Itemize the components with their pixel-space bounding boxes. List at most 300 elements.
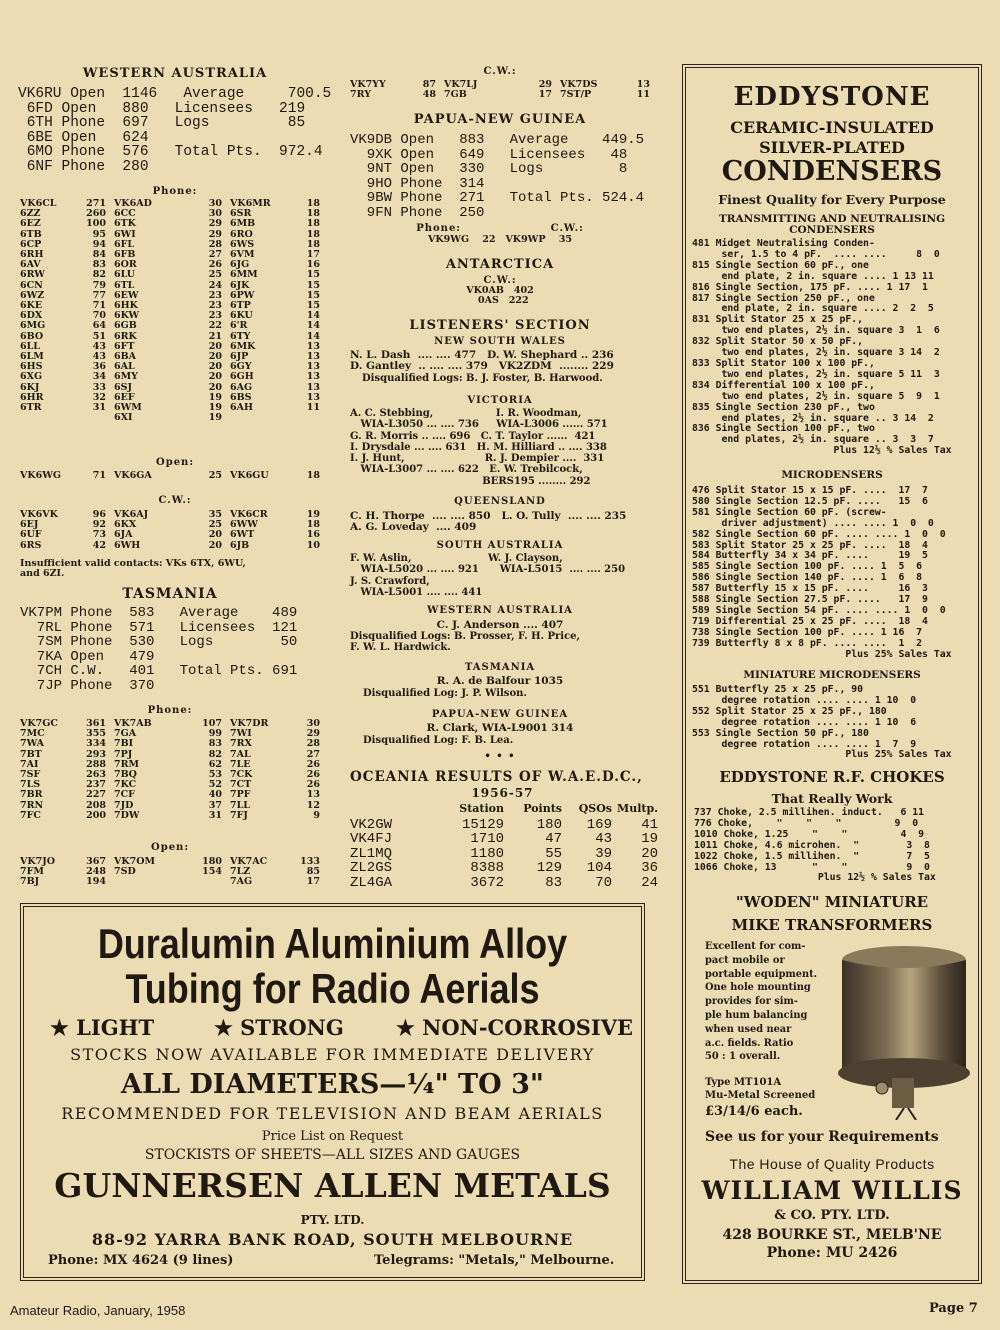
callsign-cell: 6JA: [114, 529, 133, 541]
score-cell: 24: [208, 279, 222, 291]
callsign-cell: 6PW: [230, 289, 255, 301]
score-cell: 293: [86, 748, 106, 760]
score-cell: 263: [86, 769, 106, 781]
callsign-cell: 6HR: [20, 391, 44, 403]
score-cell: 53: [208, 769, 222, 781]
score-cell: 83: [92, 259, 106, 271]
callsign-cell: 6WI: [114, 228, 136, 240]
callsign-cell: 7LE: [230, 758, 251, 770]
tas-cw-table: [350, 80, 650, 100]
callsign-cell: 7CT: [230, 779, 252, 791]
callsign-cell: 6GB: [114, 320, 137, 332]
woden-price: £3/14/6 each.: [705, 1104, 803, 1119]
woden-description: Excellent for com- pact mobile or portable equipment. One hole mounting provides for sim- ple hum balancing when used near a.c. fields. Ratio 50 : 1 overall.: [705, 941, 818, 1063]
metals-ad: [20, 903, 645, 1281]
metals-line2: Tubing for Radio Aerials: [125, 964, 540, 1012]
score-cell: 13: [306, 361, 320, 373]
score-cell: 133: [300, 856, 320, 867]
listeners-title: LISTENERS' SECTION: [409, 318, 591, 333]
oceania-value: 3672: [470, 874, 504, 891]
metals-line1: Duralumin Aluminium Alloy: [97, 919, 568, 967]
lwa-heading: WESTERN AUSTRALIA: [427, 605, 573, 616]
oceania-station: ZL4GA: [350, 874, 393, 891]
metals-company: GUNNERSEN ALLEN METALS: [54, 1166, 611, 1205]
wa-phone-table: [20, 199, 320, 423]
callsign-cell: VK6GU: [230, 470, 269, 481]
oceania-station: ZL1MQ: [350, 845, 393, 862]
callsign-cell: 6SJ: [114, 381, 132, 393]
tas-phone-heading: Phone:: [147, 705, 193, 716]
score-cell: 18: [306, 519, 320, 531]
callsign-cell: 6EW: [114, 289, 139, 301]
score-cell: 208: [86, 799, 106, 811]
callsign-cell: 6AH: [230, 402, 253, 414]
score-cell: 20: [208, 529, 222, 541]
wa-cw-table: [20, 510, 320, 551]
score-cell: 62: [208, 758, 222, 770]
wa-open-heading: Open:: [155, 457, 195, 468]
callsign-cell: 6RK: [114, 330, 137, 342]
callsign-cell: 7PJ: [114, 748, 133, 760]
callsign-cell: 7BR: [20, 789, 43, 801]
oceania-value: 55: [545, 845, 562, 862]
callsign-cell: 6RO: [230, 228, 253, 240]
score-cell: 29: [538, 79, 552, 90]
callsign-cell: 7RY: [350, 89, 371, 101]
callsign-cell: VK6CR: [230, 509, 268, 520]
callsign-cell: 6XG: [20, 371, 43, 383]
score-cell: 271: [86, 198, 106, 209]
footer-page: Page 7: [929, 1301, 978, 1316]
callsign-cell: 6WS: [230, 238, 255, 250]
score-cell: 64: [92, 320, 106, 332]
callsign-cell: 6KW: [114, 310, 140, 322]
callsign-cell: 7WA: [20, 738, 45, 750]
score-cell: 13: [306, 391, 320, 403]
png-phone-heading: Phone:: [416, 223, 462, 234]
ltas-list: R. A. de Balfour 1035: [436, 675, 564, 687]
callsign-cell: 6JG: [230, 259, 250, 271]
callsign-cell: 6FT: [114, 340, 135, 352]
callsign-cell: 6MY: [114, 371, 138, 383]
metals-telegrams: Telegrams: "Metals," Melbourne.: [374, 1253, 615, 1268]
score-cell: 107: [202, 718, 222, 729]
score-cell: 48: [422, 89, 436, 101]
callsign-cell: 7WI: [230, 728, 252, 740]
callsign-cell: VK6GA: [114, 470, 152, 481]
score-cell: 96: [92, 509, 106, 520]
callsign-cell: 6AG: [230, 381, 253, 393]
score-cell: 154: [202, 866, 222, 878]
willis-name: WILLIAM WILLIS: [701, 1176, 963, 1205]
callsign-cell: 6MG: [20, 320, 46, 332]
transformer-mount: [892, 1078, 914, 1108]
score-cell: 52: [208, 779, 222, 791]
score-cell: 19: [208, 402, 222, 414]
willis-address: 428 BOURKE ST., MELB'NE: [722, 1227, 942, 1243]
score-cell: 180: [202, 856, 222, 867]
ant-title: ANTARCTICA: [445, 257, 555, 272]
metals-line4: ALL DIAMETERS—¼" TO 3": [121, 1069, 544, 1100]
callsign-cell: 6XI: [114, 412, 133, 424]
callsign-cell: 6LU: [114, 269, 136, 281]
oceania-value: 129: [536, 860, 562, 877]
sa-heading: SOUTH AUSTRALIA: [436, 540, 564, 551]
oceania-value: 1710: [470, 831, 504, 848]
lwa-list: C. J. Anderson .... 407: [436, 619, 564, 631]
score-cell: 20: [208, 351, 222, 363]
score-cell: 15: [306, 300, 320, 312]
oceania-value: 70: [595, 874, 612, 891]
score-cell: 26: [208, 259, 222, 271]
sa-list: F. W. Aslin, W. J. Clayson, WIA-L5020 ... .... 921 WIA-L5015 .... .... 250 J. S. Crawford, WIA-L5001 .... .... 441: [350, 553, 626, 598]
score-cell: 15: [306, 269, 320, 281]
score-cell: [76, 413, 106, 423]
vic-list: A. C. Stebbing, I. R. Woodman, WIA-L3050 ... .... 736 WIA-L3006 ...... 571 G. R. Morris .. .... 696 C. T. Taylor ...... 421 I. Drysdale ... .... 631 H. M. Hilliard .. .... 338 I. J. Hunt, R. J. Dempier .... 331 WIA-L3007 ... .... 622 E. W. Trebilcock, BERS195 ........ 292: [350, 408, 608, 487]
lpng-disqualified: Disqualified Log: F. B. Lea.: [363, 735, 514, 746]
score-cell: 17: [538, 89, 552, 101]
callsign-cell: 6WZ: [20, 289, 45, 301]
score-cell: 9: [313, 809, 320, 821]
score-cell: 12: [306, 799, 320, 811]
oceania-value: 1180: [470, 845, 504, 862]
callsign-cell: 7AI: [20, 758, 39, 770]
score-cell: 87: [422, 79, 436, 90]
willis-phone: Phone: MU 2426: [766, 1245, 898, 1261]
nsw-list: N. L. Dash .... .... 477 D. W. Shephard .. 236 D. Gantley .. .... .... 379 VK2ZDM ........ 229: [350, 349, 614, 373]
willis-co: & CO. PTY. LTD.: [774, 1208, 890, 1223]
callsign-cell: 6WT: [230, 529, 255, 541]
callsign-cell: 7SF: [20, 769, 41, 781]
score-cell: 27: [306, 748, 320, 760]
callsign-cell: 7RN: [20, 799, 44, 811]
callsign-cell: 7AG: [230, 876, 253, 888]
callsign-cell: 6LL: [20, 340, 40, 352]
score-cell: 20: [208, 340, 222, 352]
score-cell: 14: [306, 320, 320, 332]
eddy-tagline: Finest Quality for Every Purpose: [718, 192, 946, 207]
score-cell: 19: [208, 412, 222, 424]
woden-title: "WODEN" MINIATURE: [735, 893, 929, 911]
score-cell: 77: [92, 289, 106, 301]
callsign-cell: 6WW: [230, 519, 258, 531]
callsign-cell: 6FB: [114, 249, 136, 261]
eddy-sub2: SILVER-PLATED: [759, 138, 905, 157]
oceania-value: 104: [586, 860, 612, 877]
score-cell: 37: [208, 799, 222, 811]
score-cell: 26: [306, 769, 320, 781]
score-cell: 84: [92, 249, 106, 261]
score-cell: 13: [306, 371, 320, 383]
score-cell: 100: [86, 218, 106, 230]
callsign-cell: 6BS: [230, 391, 252, 403]
callsign-cell: 7RX: [230, 738, 252, 750]
ant-rows: VK0AB 402 0AS 222: [466, 285, 534, 307]
score-cell: 18: [306, 228, 320, 240]
score-cell: 29: [208, 228, 222, 240]
callsign-cell: [114, 877, 170, 887]
callsign-cell: VK7JO: [20, 856, 56, 867]
score-cell: 31: [208, 809, 222, 821]
ant-cw-heading: C.W.:: [483, 275, 517, 286]
score-cell: 18: [306, 208, 320, 220]
oceania-row: [350, 876, 658, 890]
score-cell: 19: [208, 391, 222, 403]
score-cell: 19: [306, 509, 320, 520]
callsign-cell: 7SD: [114, 866, 136, 878]
oceania-header: Station: [459, 802, 504, 815]
feature-noncorrosive: ★ NON-CORROSIVE: [396, 1015, 634, 1040]
oceania-header: Points: [523, 802, 562, 815]
score-cell: [178, 877, 222, 887]
callsign-cell: 6GY: [230, 361, 252, 373]
callsign-cell: 6TK: [114, 218, 136, 230]
callsign-cell: 6HK: [114, 300, 138, 312]
callsign-cell: 6TL: [114, 279, 135, 291]
tas-phone-table: [20, 719, 320, 821]
callsign-cell: 6WH: [114, 539, 141, 551]
callsign-cell: 6CC: [114, 208, 136, 220]
score-cell: 20: [208, 361, 222, 373]
score-cell: 16: [306, 259, 320, 271]
oceania-row: [350, 832, 658, 846]
score-cell: 10: [306, 539, 320, 551]
score-cell: 23: [208, 300, 222, 312]
wa-open-table: [20, 471, 320, 481]
score-cell: 25: [208, 470, 222, 481]
callsign-cell: VK6AJ: [114, 509, 149, 520]
callsign-cell: VK6VK: [20, 509, 58, 520]
callsign-cell: 7FJ: [230, 809, 248, 821]
eddy-heading3: MINIATURE MICRODENSERS: [743, 669, 921, 681]
callsign-cell: 7JD: [114, 799, 134, 811]
score-cell: 355: [86, 728, 106, 740]
callsign-cell: 6GH: [230, 371, 254, 383]
score-cell: 36: [92, 361, 106, 373]
png-title: PAPUA-NEW GUINEA: [413, 112, 587, 127]
metals-line5: RECOMMENDED FOR TELEVISION AND BEAM AERIALS: [61, 1104, 604, 1123]
score-cell: 18: [306, 238, 320, 250]
callsign-cell: 7LS: [20, 779, 41, 791]
score-cell: 334: [86, 738, 106, 750]
score-cell: 40: [208, 789, 222, 801]
oceania-value: 169: [586, 817, 612, 833]
separator: • • •: [484, 751, 516, 762]
score-cell: 27: [208, 249, 222, 261]
score-cell: 227: [86, 789, 106, 801]
score-cell: 13: [636, 79, 650, 90]
eddy-sub1: CERAMIC-INSULATED: [730, 118, 934, 137]
callsign-cell: 6DX: [20, 310, 43, 322]
callsign-cell: 6KX: [114, 519, 137, 531]
eddy-rf-title: EDDYSTONE R.F. CHOKES: [719, 768, 945, 786]
oceania-title: OCEANIA RESULTS OF W.A.E.D.C.,: [350, 769, 643, 785]
callsign-cell: 6SR: [230, 208, 252, 220]
tas-open-heading: Open:: [150, 842, 190, 853]
callsign-cell: 6TR: [20, 402, 42, 414]
callsign-cell: 7BI: [114, 738, 134, 750]
score-cell: 288: [86, 758, 106, 770]
eddy-list4: 737 Choke, 2.5 millihen. induct. 6 11 776 Choke, " " " 9 0 1010 Choke, 1.25 " " 4 9 1011 Choke, 4.6 microhen. " 3 8 1022 Choke, 1.5 millihen. " 7 5 1066 Choke, 13 " " 9 0 Plus 12½ % Sales Tax: [694, 807, 936, 884]
callsign-cell: 6'R: [230, 320, 248, 332]
oceania-station: VK2GW: [350, 817, 393, 833]
score-cell: 20: [208, 371, 222, 383]
oceania-station: VK4FJ: [350, 831, 393, 848]
ltas-heading: TASMANIA: [464, 662, 536, 673]
score-cell: 99: [208, 728, 222, 740]
score-cell: 85: [306, 866, 320, 878]
feature-strong: ★ STRONG: [214, 1015, 344, 1040]
eddy-heading2: MICRODENSERS: [781, 469, 883, 481]
callsign-cell: 6LM: [20, 351, 44, 363]
callsign-cell: 6JP: [230, 351, 249, 363]
eddy-brand: EDDYSTONE: [733, 82, 931, 112]
wa-title: WESTERN AUSTRALIA: [82, 66, 268, 81]
score-cell: 95: [92, 228, 106, 240]
score-cell: 17: [306, 876, 320, 888]
callsign-cell: VK6WG: [20, 470, 62, 481]
callsign-cell: 6VM: [230, 249, 255, 261]
score-cell: [290, 413, 320, 423]
callsign-cell: 7LL: [230, 799, 250, 811]
wa-cw-heading: C.W.:: [158, 495, 192, 506]
oceania-row: [350, 847, 658, 861]
score-cell: 82: [92, 269, 106, 281]
ltas-disqualified: Disqualified Log: J. P. Wilson.: [363, 688, 527, 699]
score-cell: 29: [208, 218, 222, 230]
score-cell: 79: [92, 279, 106, 291]
callsign-cell: [230, 413, 282, 423]
callsign-cell: 7CF: [114, 789, 135, 801]
lpng-list: R. Clark, WIA-L9001 314: [426, 722, 574, 734]
metals-address: 88-92 YARRA BANK ROAD, SOUTH MELBOURNE: [91, 1230, 574, 1249]
callsign-cell: 7GB: [444, 89, 467, 101]
callsign-cell: 6MM: [230, 269, 258, 281]
callsign-cell: 6AL: [114, 361, 135, 373]
tas-title: TASMANIA: [122, 586, 218, 602]
callsign-cell: 6EJ: [20, 519, 39, 531]
metals-pty: PTY. LTD.: [300, 1213, 365, 1227]
score-cell: 28: [208, 238, 222, 250]
callsign-cell: 7GA: [114, 728, 137, 740]
callsign-cell: VK7GC: [20, 718, 58, 729]
score-cell: 200: [86, 809, 106, 821]
oceania-value: 19: [641, 831, 658, 848]
callsign-cell: VK7AB: [114, 718, 152, 729]
wa-note: Insufficient valid contacts: VKs 6TX, 6WU, and 6ZI.: [20, 558, 246, 580]
score-cell: 94: [92, 238, 106, 250]
tas-totals: VK7PM Phone 583 Average 489 7RL Phone 571 Licensees 121 7SM Phone 530 Logs 50 7KA Open 479 7CH C.W. 401 Total Pts. 691 7JP Phone 370: [20, 605, 298, 694]
score-cell: 20: [208, 381, 222, 393]
score-cell: 367: [86, 856, 106, 867]
feature-light: ★ LIGHT: [50, 1015, 155, 1040]
score-cell: 17: [306, 249, 320, 261]
score-cell: 25: [208, 269, 222, 281]
callsign-cell: VK6CL: [20, 198, 57, 209]
transformer-image: [832, 942, 976, 1120]
callsign-cell: VK7DS: [560, 79, 598, 90]
callsign-cell: VK7LJ: [444, 79, 478, 90]
oceania-header: Multp.: [617, 802, 658, 815]
callsign-cell: 6CP: [20, 238, 42, 250]
wa-phone-heading: Phone:: [152, 186, 198, 197]
callsign-cell: 6MK: [230, 340, 256, 352]
tas-open-table: [20, 857, 320, 888]
score-cell: 73: [92, 529, 106, 541]
oceania-value: 24: [641, 874, 658, 891]
callsign-cell: 7BT: [20, 748, 42, 760]
score-cell: 15: [306, 289, 320, 301]
callsign-cell: 6RW: [20, 269, 45, 281]
score-cell: 13: [306, 340, 320, 352]
callsign-cell: 6RH: [20, 249, 44, 261]
callsign-cell: [20, 413, 68, 423]
eddystone-ad: [682, 64, 982, 1284]
score-cell: 43: [92, 351, 106, 363]
eddy-heading1: TRANSMITTING AND NEUTRALISING CONDENSERS: [718, 213, 946, 236]
callsign-cell: 7MC: [20, 728, 45, 740]
metals-line7: STOCKISTS OF SHEETS—ALL SIZES AND GAUGES: [144, 1147, 521, 1163]
score-cell: 11: [306, 402, 320, 414]
callsign-cell: 6AV: [20, 259, 41, 271]
callsign-cell: 6KE: [20, 300, 43, 312]
score-cell: 28: [306, 738, 320, 750]
metals-phone: Phone: MX 4624 (9 lines): [48, 1253, 234, 1268]
mike-title: MIKE TRANSFORMERS: [731, 916, 933, 934]
tas-cw-heading: C.W.:: [483, 66, 517, 77]
callsign-cell: 7PF: [230, 789, 251, 801]
callsign-cell: 7CK: [230, 769, 253, 781]
png-totals: VK9DB Open 883 Average 449.5 9XK Open 649 Licensees 48 9NT Open 330 Logs 8 9HO Phone 314 9BW Phone 271 Total Pts. 524.4 9FN Phone 250: [350, 132, 645, 221]
callsign-cell: 6RS: [20, 539, 42, 551]
callsign-cell: 6KJ: [20, 381, 40, 393]
callsign-cell: 7AL: [230, 748, 251, 760]
callsign-cell: 6MB: [230, 218, 256, 230]
score-cell: 20: [208, 539, 222, 551]
wa-totals: VK6RU Open 1146 Average 700.5 6FD Open 880 Licensees 219 6TH Phone 697 Logs 85 6BE Open 624 6MO Phone 576 Total Pts. 972.4 6NF Phone 280: [18, 86, 332, 175]
eddy-rf-sub: That Really Work: [771, 791, 893, 806]
qld-list: C. H. Thorpe .... .... 850 L. O. Tully .... .... 235 A. G. Loveday .... 409: [350, 510, 627, 534]
score-cell: 18: [306, 198, 320, 209]
callsign-cell: 7RM: [114, 758, 140, 770]
score-cell: 30: [208, 208, 222, 220]
callsign-cell: 6EZ: [20, 218, 41, 230]
score-cell: 22: [208, 320, 222, 332]
score-cell: 82: [208, 748, 222, 760]
callsign-cell: 6BA: [114, 351, 137, 363]
score-cell: 14: [306, 330, 320, 342]
score-cell: 23: [208, 289, 222, 301]
callsign-cell: 7FC: [20, 809, 41, 821]
oceania-row: [350, 818, 658, 832]
transformer-screw: [876, 1082, 888, 1094]
score-cell: 29: [306, 728, 320, 740]
oceania-header: QSOs: [578, 802, 612, 815]
eddy-big: CONDENSERS: [721, 156, 943, 187]
score-cell: 194: [86, 876, 106, 888]
callsign-cell: 6KU: [230, 310, 253, 322]
score-cell: 30: [208, 198, 222, 209]
callsign-cell: 6EF: [114, 391, 135, 403]
callsign-cell: 7BJ: [20, 876, 40, 888]
callsign-cell: 6JK: [230, 279, 250, 291]
score-cell: 43: [92, 340, 106, 352]
oceania-row: [350, 861, 658, 875]
callsign-cell: 7KC: [114, 779, 137, 791]
woden-type: Type MT101A Mu-Metal Screened: [705, 1077, 816, 1101]
callsign-cell: 6TY: [230, 330, 251, 342]
metals-line3: STOCKS NOW AVAILABLE FOR IMMEDIATE DELIVERY: [70, 1045, 595, 1064]
